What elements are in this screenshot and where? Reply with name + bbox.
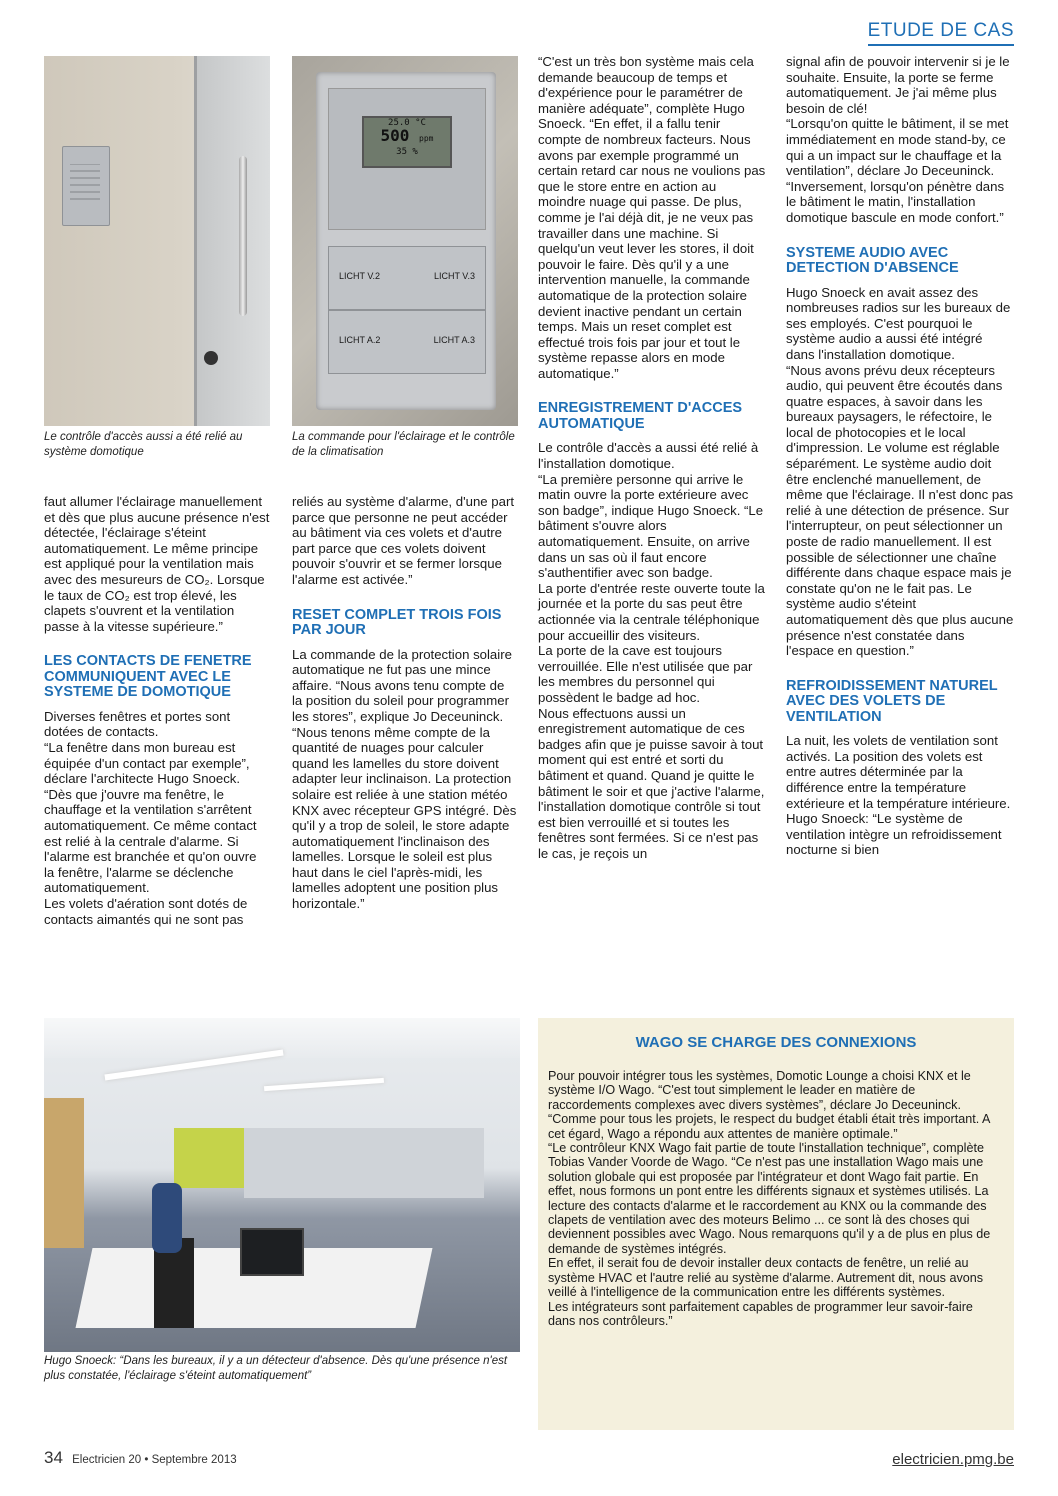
col2-paragraph: La commande de la protection solaire automatique ne fut pas une mince affaire. “Nous avons tenu compte de la position du soleil pour programmer les stores”, explique Jo Deceuninck. (292, 646, 512, 724)
box-title: WAGO SE CHARGE DES CONNEXIONS (635, 1034, 917, 1051)
col3-paragraph: Nous effectuons aussi un enregistrement automatique de ces badges afin que je puisse savoir à tout moment qui est entré et sorti du bâtiment et quand. Quand je quitte le bâtiment le soir et que j'active l'alarme, l'installation domotique contrôle si tout est bien verrouillé et si toutes les fenêtres sont fermées. Si ce n'est pas le cas, je reçois un (538, 705, 765, 861)
col2-paragraph: “Nous tenons même compte de la quantité de nuages pour calculer quand les lamelles du store doivent adapter leur inclinaison. La protection solaire est reliée à une station météo KNX avec récepteur GPS intégré. Dès qu'il y a trop de soleil, le store adapte automatiquement l'inclinaison des lamelles. Lorsque le soleil est plus haut dans le ciel l'après-midi, les lamelles adoptent une position plus horizontale.” (292, 724, 517, 912)
display-humidity: 35 % (396, 147, 418, 157)
col3-heading: ENREGISTREMENT D'ACCES AUTOMATIQUE (538, 400, 743, 432)
col4-paragraph: “Lorsqu'on quitte le bâtiment, il se met immédiatement en mode stand-by, ce qui a un impact sur le chauffage et la ventilation”, déclare Jo Deceuninck. “Inversement, lorsqu'on pénètre dans le bâtiment le matin, l'installation domotique bascule en mode confort.” (786, 116, 1009, 225)
col1-paragraph: “La fenêtre dans mon bureau est équipée d'un contact par exemple”, déclare l'architecte Hugo Snoeck. “Dès que j'ouvre ma fenêtre, le chauffage et la ventilation s'arrêtent automatiquement. Ce même contact est relié à la centrale d'alarme. Si l'alarme est branchée et qu'on ouvre la fenêtre, l'alarme se déclenche automatiquement. (44, 740, 257, 896)
display-co2: 500 (380, 126, 410, 145)
col3-paragraph: Le contrôle d'accès a aussi été relié à l'installation domotique. (538, 440, 759, 472)
col1-heading: LES CONTACTS DE FENETRE COMMUNIQUENT AVEC LE SYSTEME DE DOMOTIQUE (44, 653, 252, 701)
col1-paragraph: faut allumer l'éclairage manuellement et dès que plus aucune présence n'est détectée, l'éclairage s'éteint automatiquement. Le même principe est appliqué pour la ventilation mais avec des mesureurs de CO₂. Lorsque le taux de CO₂ est trop élevé, les clapets s'ouvrent et la ventilation passe à la vitesse supérieure.” (44, 494, 270, 634)
control-panel-photo (292, 56, 518, 426)
col4-paragraph: “Nous avons prévu deux récepteurs audio, qui peuvent être écoutés dans quatre espaces, à savoir dans les bureaux paysagers, le réfectoire, le local de photocopies et le local d'impression. Le volume est réglable séparément. Le système audio doit être enclenché manuellement, de même que l'éclairage. Il n'est donc pas relié à une détection de présence. Sur l'interrupteur, on peut sélectionner un poste de radio manuellement. Il est possible de sélectionner une chaîne différente dans chaque espace mais je constate qu'on ne le fait pas. Le système audio s'éteint automatiquement dès que plus aucune présence n'est constatée dans l'espace en question.” (786, 362, 1014, 659)
col2-paragraph: reliés au système d'alarme, d'une part parce que personne ne peut accéder au bâtiment via ces volets et d'autre part parce que ces volets doivent pouvoir s'ouvrir et se fermer lorsque l'alarme est activée.” (292, 494, 515, 587)
panel-button-a2: LICHT A.2 (339, 335, 381, 345)
box-paragraph: Les intégrateurs sont parfaitement capables de programmer leur savoir-faire dans nos contrôleurs.” (548, 1299, 973, 1328)
column-1 (44, 494, 270, 927)
office-photo (44, 1018, 520, 1352)
column-3 (538, 54, 766, 862)
access-control-photo (44, 56, 270, 426)
col4-paragraph: signal afin de pouvoir intervenir si je le souhaite. Ensuite, la porte se ferme automatiquement. Je j'ai même plus besoin de clé! (786, 54, 1010, 116)
access-photo-caption: Le contrôle d'accès aussi a été relié au système domotique (44, 431, 243, 458)
footer-website-link[interactable]: electricien.pmg.be (892, 1451, 1014, 1468)
col2-heading: RESET COMPLET TROIS FOIS PAR JOUR (292, 606, 502, 639)
box-paragraph: En effet, il serait fou de devoir installer deux contacts de fenêtre, un relié au système HVAC et l'autre relié au système d'alarme. Autrement dit, nous avons veillé à l'intelligence de la communication entre les différents systèmes. (548, 1256, 984, 1300)
display-temp: 25.0 °C (388, 118, 426, 128)
page-number: 34 (44, 1448, 63, 1467)
col4-paragraph: Hugo Snoeck en avait assez des nombreuses radios sur les bureaux de ses employés. C'est pourquoi le système audio a aussi été intégré dans l'installation domotique. (786, 284, 1011, 362)
wago-sidebar-box (538, 1018, 1014, 1430)
panel-button-v3: LICHT V.3 (433, 271, 475, 281)
issue-info: Electricien 20 • Septembre 2013 (72, 1454, 237, 1466)
col1-paragraph: Les volets d'aération sont dotés de contacts aimantés qui ne sont pas (44, 895, 248, 927)
panel-button-a3: LICHT A.3 (433, 335, 475, 345)
box-paragraph: “Le contrôleur KNX Wago fait partie de toute l'installation technique”, complète Tobias Vander Voorde de Wago. “Ce n'est pas une installation Wago mais une solution globale qui est proposée par l'intégrateur et dont Wago fait partie. En effet, nous formons un pont entre les différents signaux et systèmes utilisés. La lecture des contacts d'alarme et le raccordement au KNX ou la commande des clapets de ventilation avec des moteurs Belimo ... ce sont là des choses qui deviennent possibles avec Wago. Nous remarquons qu'il y a de plus en plus de demande de systèmes intégrés. (548, 1141, 991, 1256)
office-photo-caption: Hugo Snoeck: “Dans les bureaux, il y a un détecteur d'absence. Dès qu'une présence n'est plus constatée, l'éclairage s'éteint automatiquement” (44, 1355, 508, 1382)
column-2 (292, 494, 518, 912)
col3-paragraph: La porte d'entrée reste ouverte toute la journée et la porte du sas peut être actionnée via la centrale téléphonique pour accueillir des visiteurs. (538, 580, 765, 643)
box-paragraph: Pour pouvoir intégrer tous les systèmes, Domotic Lounge a choisi KNX et le système I/O Wago. “C'est tout simplement le leader en matière de raccordements complexes avec divers systèmes”, déclare Jo Deceuninck. “Comme pour tous les projets, le respect du budget établi était très important. A cet égard, Wago a répondu aux attentes de manière optimale.” (548, 1069, 990, 1141)
col4-heading: REFROIDISSEMENT NATUREL AVEC DES VOLETS DE VENTILATION (786, 677, 998, 725)
panel-button-v2: LICHT V.2 (339, 271, 381, 281)
col3-paragraph: La porte de la cave est toujours verrouillée. Elle n'est utilisée que par les membres du personnel qui possèdent le badge ad hoc. (538, 643, 753, 705)
display-co2-unit: ppm (419, 134, 434, 143)
col1-paragraph: Diverses fenêtres et portes sont dotées de contacts. (44, 708, 231, 740)
col4-paragraph: La nuit, les volets de ventilation sont activés. La position des volets est entre autres déterminée par la différence entre la température extérieure et la température intérieure. Hugo Snoeck: “Le système de ventilation intègre un refroidissement nocturne si bien (786, 733, 1011, 858)
column-4 (786, 54, 1014, 858)
col3-paragraph: “C'est un très bon système mais cela demande beaucoup de temps et d'expérience pour le paramétrer de manière adéquate”, complète Hugo Snoeck. “En effet, il a fallu tenir compte de nombreux facteurs. Nous avons par exemple programmé un certain retard car nous ne voulions pas que le store entre en action au moindre nuage qui passe. De plus, comme je l'ai déjà dit, je ne veux pas travailler dans une machine. Si quelqu'un veut lever les stores, il doit pouvoir le faire. Dès qu'il y a une intervention manuelle, la commande automatique de la protection solaire devient inactive pendant un certain temps. Mais un reset complet est effectué trois fois par jour et tout le système repasse alors en mode automatique.” (538, 54, 766, 381)
col4-heading: SYSTEME AUDIO AVEC DETECTION D'ABSENCE (786, 244, 959, 277)
col3-paragraph: “La première personne qui arrive le matin ouvre la porte extérieure avec son badge”, indique Hugo Snoeck. “Le bâtiment s'ouvre alors automatiquement. Ensuite, on arrive dans un sas où il faut encore s'authentifier avec son badge. (538, 471, 764, 581)
panel-photo-caption: La commande pour l'éclairage et le contrôle de la climatisation (292, 431, 515, 458)
footer-issue (44, 1448, 237, 1468)
section-tag: ETUDE DE CAS (868, 20, 1014, 46)
